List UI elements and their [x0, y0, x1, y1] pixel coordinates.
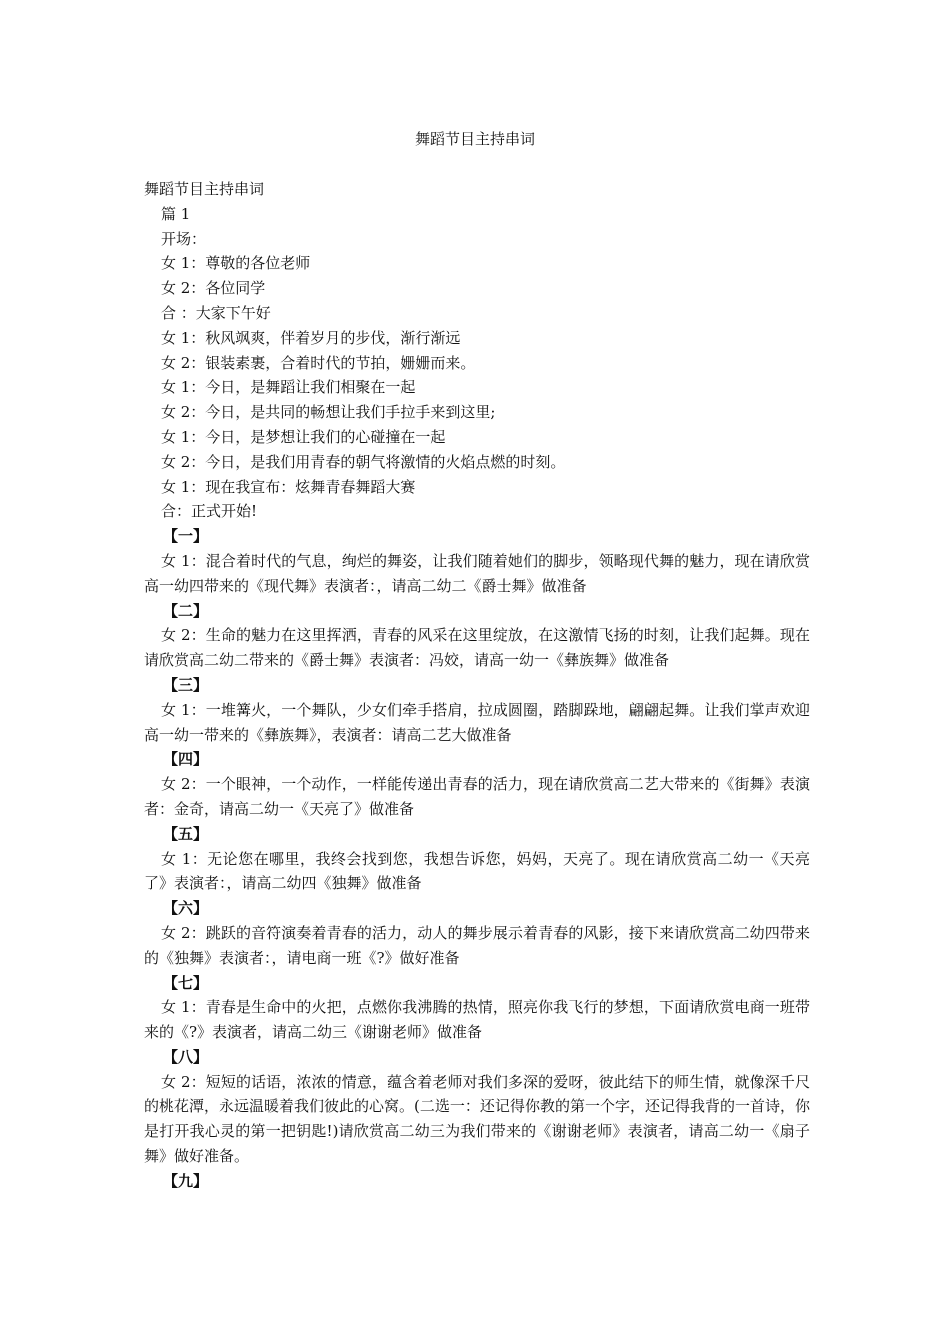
section-paragraph: 女 2：一个眼神，一个动作，一样能传递出青春的活力，现在请欣赏高二艺大带来的《街舞》表演者：金奇，请高二幼一《天亮了》做准备	[144, 775, 810, 818]
section-paragraph: 女 1：无论您在哪里，我终会找到您，我想告诉您，妈妈，天亮了。现在请欣赏高二幼一《天亮了》表演者：，请高二幼四《独舞》做准备	[144, 849, 810, 893]
dialogue-line: 女 1：现在我宣布：炫舞青春舞蹈大赛	[161, 477, 416, 496]
section-marker: 【二】	[163, 601, 209, 620]
section-marker: 【五】	[163, 824, 209, 843]
dialogue-line: 女 1：秋风飒爽，伴着岁月的步伐，渐行渐远	[161, 328, 461, 347]
dialogue-line: 女 1：今日，是梦想让我们的心碰撞在一起	[161, 427, 446, 446]
section-marker: 【八】	[163, 1047, 209, 1066]
dialogue-line: 女 2：各位同学	[161, 279, 266, 298]
section-paragraph: 女 2：短短的话语，浓浓的情意，蕴含着老师对我们多深的爱呀，彼此结下的师生情，就像深千尺的桃花潭，永远温暖着我们彼此的心窝。(二选一：还记得你教的第一个字，还记得我背的一首诗，你是打开我心灵的第一把钥匙!)请欣赏高二幼三为我们带来的《谢谢老师》表演者，请高二幼一《扇子舞》做好准备。	[144, 1072, 810, 1166]
section-marker: 【九】	[163, 1171, 209, 1190]
section-paragraph: 女 1：混合着时代的气息，绚烂的舞姿，让我们随着她们的脚步，领略现代舞的魅力，现在请欣赏高一幼四带来的《现代舞》表演者：，请高二幼二《爵士舞》做准备	[144, 551, 810, 595]
section-marker: 【四】	[163, 750, 209, 769]
section-marker: 【七】	[163, 973, 209, 992]
dialogue-line: 女 1：今日，是舞蹈让我们相聚在一起	[161, 378, 416, 397]
body-heading: 舞蹈节目主持串词	[144, 180, 265, 198]
section-marker: 【三】	[163, 675, 209, 694]
section-paragraph: 女 2：跳跃的音符演奏着青春的活力，动人的舞步展示着青春的风影，接下来请欣赏高二幼四带来的《独舞》表演者：，请电商一班《?》做好准备	[144, 923, 810, 967]
dialogue-line: 合：正式开始!	[161, 502, 258, 521]
dialogue-line: 合 ：大家下午好	[161, 303, 271, 322]
dialogue-line: 女 1：尊敬的各位老师	[161, 254, 311, 273]
document-title: 舞蹈节目主持串词	[414, 130, 535, 148]
opening-label: 开场：	[161, 229, 207, 248]
dialogue-line: 女 2：今日，是共同的畅想让我们手拉手来到这里;	[161, 403, 496, 422]
section-paragraph: 女 1：一堆篝火，一个舞队，少女们牵手搭肩，拉成圆圈，踏脚跺地，翩翩起舞。让我们掌声欢迎高一幼一带来的《彝族舞》，表演者：请高二艺大做准备	[144, 700, 810, 744]
dialogue-line: 女 2：今日，是我们用青春的朝气将激情的火焰点燃的时刻。	[161, 452, 566, 471]
section-paragraph: 女 1：青春是生命中的火把，点燃你我沸腾的热情，照亮你我飞行的梦想，下面请欣赏电商一班带来的《?》表演者，请高二幼三《谢谢老师》做准备	[144, 998, 810, 1042]
section-marker: 【六】	[163, 899, 209, 918]
chapter-label: 篇 1	[161, 204, 191, 223]
dialogue-line: 女 2：银装素裹，合着时代的节拍，姗姗而来。	[161, 353, 476, 372]
section-marker: 【一】	[163, 527, 209, 546]
document-body	[144, 177, 810, 1194]
section-paragraph: 女 2：生命的魅力在这里挥洒，青春的风采在这里绽放，在这激情飞扬的时刻，让我们起舞。现在请欣赏高二幼二带来的《爵士舞》表演者：冯姣，请高一幼一《彝族舞》做准备	[144, 626, 810, 670]
